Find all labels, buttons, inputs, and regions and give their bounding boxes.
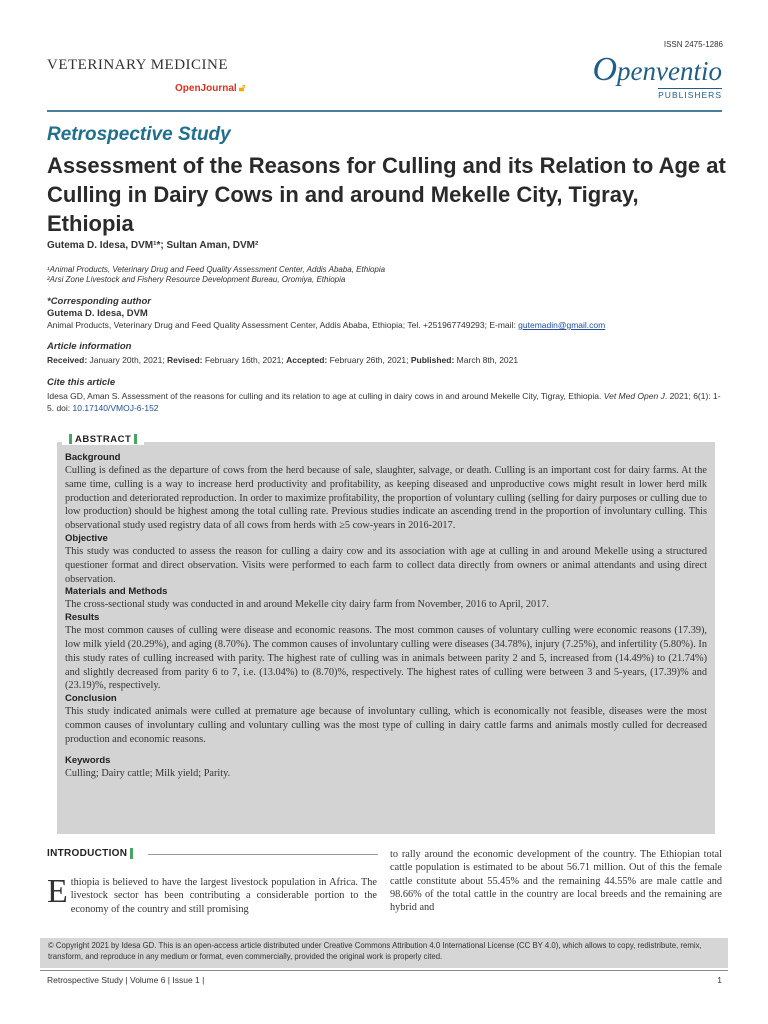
article-title: Assessment of the Reasons for Culling and its Relation to Age at Culling in Dairy Cows in and around Mekelle City, Tigray, Ethiopia	[47, 153, 726, 236]
article-info-heading: Article information	[47, 341, 132, 352]
keywords-heading: Keywords	[65, 754, 111, 766]
article-dates	[47, 355, 518, 365]
journal-name: VETERINARY MEDICINE	[47, 57, 229, 73]
accent-bar	[130, 848, 133, 859]
footer-info: Retrospective Study | Volume 6 | Issue 1 |	[47, 975, 205, 985]
open-journal-badge	[175, 83, 245, 94]
keywords-text: Culling; Dairy cattle; Milk yield; Parity.	[65, 767, 231, 779]
doi-link[interactable]: 10.17140/VMOJ-6-152	[72, 403, 159, 413]
abstract-section-text: Culling is defined as the departure of cows from the herd because of sale, slaughter, salvage, or death. Culling is an important cost for dairy farms. At the same time, culling is a way to increase herd productivity and profitability, as keeping diseased and unproductive cows might result in lower herd milk production and deteriorated reproduction. In order to maximize profitability, the proportion of voluntary culling (selling for dairy purposes or culling due to low production) should be highest among the total culling rate. Previous studies indicate an ascending trend in the proportion of involuntary culling. This observational study used registry data of all cows from herds with ≥5 cow-years in 2016-2017.	[65, 465, 707, 532]
published-date: March 8th, 2021	[454, 355, 519, 365]
corresponding-address-text: Animal Products, Veterinary Drug and Feed Quality Assessment Center, Addis Ababa, Ethiopia; Tel. +251967749293; E-mail:	[47, 320, 519, 330]
citation-text: Idesa GD, Aman S. Assessment of the reasons for culling and its relation to age at culling in dairy cows in and around Mekelle City, Tigray, Ethiopia.	[47, 391, 604, 401]
abstract-section-heading: Objective	[65, 532, 108, 544]
spacer	[65, 747, 707, 755]
publisher-initial: O	[592, 51, 618, 88]
citation-volume: . 2021; 6(1): 1-5. doi:	[47, 391, 721, 413]
abstract-section-text: The cross-sectional study was conducted in and around Mekelle city dairy farm from November, 2016 to April, 2017.	[65, 599, 549, 611]
publisher-logo	[592, 51, 722, 103]
abstract-section-heading: Materials and Methods	[65, 586, 168, 598]
affiliation-2: ²Arsi Zone Livestock and Fishery Resource Development Bureau, Oromiya, Ethiopia	[47, 275, 346, 284]
abstract-section-heading: Conclusion	[65, 693, 117, 705]
corresponding-name: Gutema D. Idesa, DVM	[47, 308, 148, 319]
drop-cap: E	[47, 873, 68, 910]
abstract-section-text: This study was conducted to assess the reason for culling a dairy cow and its association with age at culling in and around Mekelle using a structured questioner format and direct observation. Visits were performed to each farm to collect data directly from owners or animal attendants and using direct observation.	[65, 545, 707, 585]
email-link[interactable]: gutemadin@gmail.com	[518, 320, 606, 330]
footer-divider	[40, 970, 728, 971]
introduction-divider	[148, 854, 378, 855]
page-number: 1	[717, 975, 722, 985]
affiliation-1: ¹Animal Products, Veterinary Drug and Feed Quality Assessment Center, Addis Ababa, Ethiopia	[47, 265, 386, 274]
authors: Gutema D. Idesa, DVM¹*; Sultan Aman, DVM²	[47, 240, 259, 251]
corresponding-address	[47, 320, 605, 330]
copyright-notice: © Copyright 2021 by Idesa GD. This is an open-access article distributed under Creative Commons Attribution 4.0 International License (CC BY 4.0), which allows to copy, redistribute, remix, transform, and reproduce in any medium or format, even commercially, provided the original work is properly cited.	[40, 938, 728, 968]
abstract-label-text: ABSTRACT	[75, 434, 132, 445]
cite-heading: Cite this article	[47, 377, 116, 388]
header-divider	[47, 110, 722, 112]
abstract-label	[62, 434, 144, 445]
accepted-date: February 26th, 2021;	[327, 355, 411, 365]
citation	[47, 390, 727, 414]
abstract-content	[65, 452, 707, 780]
received-label: Received:	[47, 355, 88, 365]
publisher-subtitle: PUBLISHERS	[658, 90, 722, 100]
introduction-left-text: thiopia is believed to have the largest livestock population in Africa. The livestock sector has been contributing a considerable portion to the economy of the country and still promising	[70, 877, 377, 915]
abstract-section-text: This study indicated animals were culled at premature age because of involuntary culling, which is economically not feasible, diseases were the most common causes of involuntary culling and voluntary culling was the most type of culling in dairy cattle farms and animals mostly culled for decreased production and economic reasons.	[65, 706, 707, 745]
revised-label: Revised:	[167, 355, 203, 365]
introduction-right-column: to rally around the economic development of the country. The Ethiopian total cattle population is estimated to be about 56.71 million. Out of this the female cattle constitute about 55.45% and the remaining 44.55% are male cattle and 98.66% of the total cattle in the country are local breeds and the remaining are hybrid and	[390, 849, 722, 914]
publisher-name: penventio	[617, 56, 722, 86]
citation-journal: Vet Med Open J	[603, 391, 665, 401]
issn: ISSN 2475-1286	[663, 40, 723, 49]
open-access-icon: 🔓︎	[238, 83, 246, 94]
accent-bar	[134, 434, 137, 444]
published-label: Published:	[410, 355, 455, 365]
abstract-section-text: The most common causes of culling were disease and economic reasons. The most common causes of voluntary culling were economic reasons (17.39), low milk yield (20.29%), and aging (8.70%). The common causes of involuntary culling were diseases (34.78%), injury (7.25%), and infertility (5.80%). In this study rates of culling increased with parity. The highest rate of culling was in animals between parity 2 and 5, increased from (14.49%) to (21.74%) and slightly decreased from parity 6 to 7, i.e. (13.04%) to (8.70)%, respectively. The highest rates of culling were between 3 and 5-years, (17.39)% and (23.19)%, respectively.	[65, 625, 707, 692]
corresponding-heading: *Corresponding author	[47, 296, 151, 307]
received-date: January 20th, 2021;	[87, 355, 168, 365]
introduction-heading	[47, 848, 133, 859]
introduction-heading-text: INTRODUCTION	[47, 848, 128, 860]
open-journal-label: OpenJournal	[175, 83, 237, 94]
abstract-section-heading: Results	[65, 612, 100, 624]
accent-bar	[69, 434, 72, 444]
revised-date: February 16th, 2021;	[202, 355, 287, 365]
abstract-section-heading: Background	[65, 452, 121, 463]
study-type: Retrospective Study	[47, 124, 231, 145]
introduction-left-column	[47, 873, 377, 916]
accepted-label: Accepted:	[286, 355, 328, 365]
